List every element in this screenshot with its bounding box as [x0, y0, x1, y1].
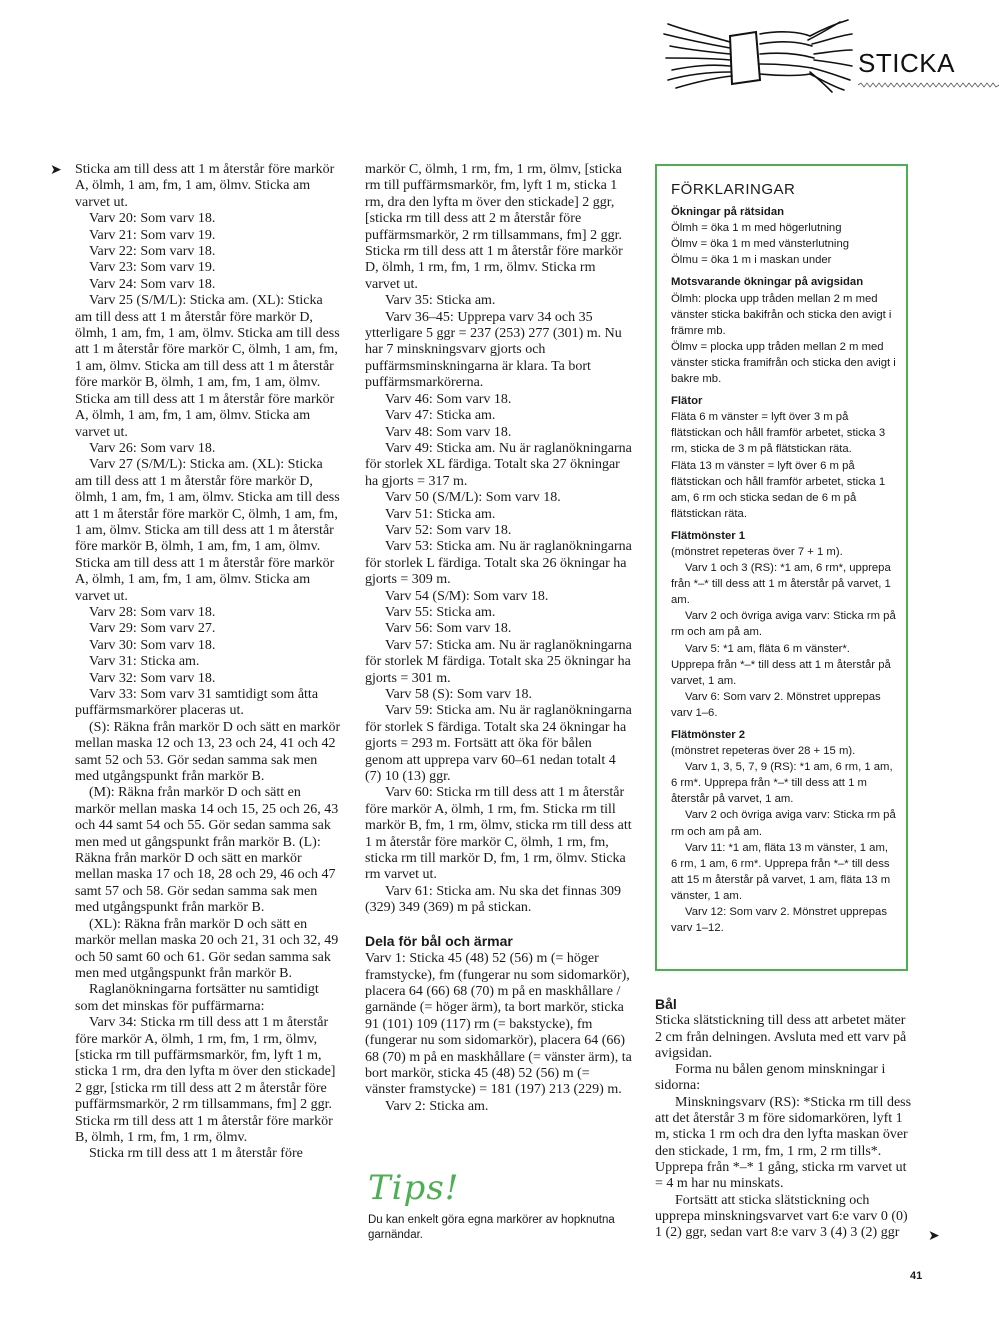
instruction-paragraph: Varv 52: Som varv 18. — [385, 522, 512, 538]
left-column — [75, 162, 343, 1163]
explanation-line: (mönstret repeteras över 28 + 15 m). — [671, 745, 856, 758]
instruction-paragraph: Varv 1: Sticka 45 (48) 52 (56) m (= höger framstycke), fm (fungerar nu som sidomarkör), placera 64 (66) 68 (70) m på en maskhållare / garnände (= höger ärm), ta bort markör, sticka 91 (101) 109 (117) rm (= bakstycke), fm (fungerar nu som sidomarkör), placera 64 (66) 68 (70) m på en maskhållare (= vänster ärm), ta bort markör, sticka 45 (48) 52 (56) m (= vänster framstycke) = 181 (197) 213 (229) m. — [365, 951, 632, 1098]
instruction-paragraph: Varv 34: Sticka rm till dess att 1 m återstår före markör A, ölmh, 1 rm, fm, 1 rm, ölmv, [sticka rm till puffärmsmarkör, fm, lyft 1 m, sticka 1 rm, dra den lyfta m över den stickade] 2 ggr, [sticka rm till dess att 2 m återstår före puffärmsmarkör, 2 rm tillsammans, fm] 2 ggr. Sticka rm till dess att 1 m återstår före markör B, ölmh, 1 rm, fm, 1 rm, ölmv. — [75, 1015, 336, 1145]
yarn-skein-icon — [660, 14, 855, 94]
explanation-heading: Flätmönster 2 — [671, 729, 746, 741]
instruction-paragraph: Varv 27 (S/M/L): Sticka am. (XL): Sticka am till dess att 1 m återstår före markör D, ölmh, 1 am, fm, 1 am, ölmv. Sticka am till dess att 1 m återstår före markör C, ölmh, 1 am, fm, 1 am, ölmv. Sticka am till dess att 1 m återstår före markör B, ölmh, 1 am, fm, 1 am, ölmv. Sticka am till dess att 1 m återstår före markör A, ölmh, 1 am, fm, 1 am, ölmv. Sticka am varvet ut. — [75, 457, 340, 604]
instruction-paragraph: Varv 29: Som varv 27. — [89, 621, 216, 637]
instruction-paragraph: Sticka am till dess att 1 m återstår före markör A, ölmh, 1 am, fm, 1 am, ölmv. Sticka am varvet ut. — [75, 162, 335, 210]
explanation-line: Ölmh: plocka upp tråden mellan 2 m med vänster sticka bakifrån och sticka den avigt i främre mb. — [671, 292, 892, 337]
zigzag-divider — [858, 82, 999, 88]
explanations-body — [671, 204, 896, 936]
instruction-paragraph: Varv 59: Sticka am. Nu är raglanökningarna för storlek S färdiga. Totalt ska 24 ökningar ha gjorts = 293 m. Fortsätt att öka för bålen genom att upprepa varv 60–61 nedan totalt 4 (7) 10 (13) ggr. — [365, 703, 632, 785]
explanation-line: Fläta 6 m vänster = lyft över 3 m på flätstickan och håll framför arbetet, sticka 3 rm, sticka de 3 m på flätstickan räta. — [671, 411, 886, 456]
explanation-line: Ölmv = öka 1 m med vänsterlutning — [671, 238, 850, 251]
instruction-paragraph: Varv 20: Som varv 18. — [89, 211, 216, 227]
explanation-line: Ölmu = öka 1 m i maskan under — [671, 254, 832, 267]
explanation-line: Varv 5: *1 am, fläta 6 m vänster*. Upprepa från *–* till dess att 1 m återstår på varvet, 1 am. — [671, 642, 891, 687]
continue-arrow-icon: ➤ — [50, 162, 62, 178]
instruction-paragraph: Varv 30: Som varv 18. — [89, 637, 216, 653]
instruction-paragraph: Varv 54 (S/M): Som varv 18. — [385, 588, 549, 604]
instruction-paragraph: Varv 53: Sticka am. Nu är raglanökningarna för storlek L färdiga. Totalt ska 26 ökningar ha gjorts = 309 m. — [365, 539, 632, 588]
instruction-paragraph: Varv 31: Sticka am. — [89, 654, 200, 670]
instruction-paragraph: Varv 55: Sticka am. — [385, 604, 496, 620]
instruction-paragraph: Varv 33: Som varv 31 samtidigt som åtta puffärmsmarkörer placeras ut. — [75, 687, 319, 719]
body-section — [655, 996, 913, 1241]
instruction-paragraph: Varv 28: Som varv 18. — [89, 604, 216, 620]
instruction-paragraph: Sticka rm till dess att 1 m återstår före — [89, 1146, 303, 1162]
tips-text: Du kan enkelt göra egna markörer av hopknutna garnändar. — [368, 1214, 615, 1241]
split-section-body — [365, 951, 633, 1115]
explanation-line: (mönstret repeteras över 7 + 1 m). — [671, 545, 843, 558]
explanation-line: Varv 2 och övriga aviga varv: Sticka rm på rm och am på am. — [671, 809, 896, 838]
instruction-paragraph: Varv 48: Som varv 18. — [385, 424, 512, 440]
instruction-paragraph: Sticka slätstickning till dess att arbetet mäter 2 cm från delningen. Avsluta med ett varv på avigsidan. — [655, 1013, 907, 1061]
explanation-line: Varv 11: *1 am, fläta 13 m vänster, 1 am, 6 rm, 1 am, 6 rm*. Upprepa från *–* till dess att 15 m återstår på varvet, 1 am, fläta 13 m vänster, 1 am. — [671, 841, 891, 902]
instruction-paragraph: Varv 36–45: Upprepa varv 34 och 35 ytterligare 5 ggr = 237 (253) 277 (301) m. Nu har 7 minskningsvarv gjorts och puffärmsminskningarna är klara. Ta bort puffärmsmarkörerna. — [365, 309, 622, 391]
instruction-paragraph: (M): Räkna från markör D och sätt en markör mellan maska 14 och 15, 25 och 26, 43 och 44 samt 54 och 55. Gör sedan samma sak men med ut gångspunkt från markör B. (L): Räkna från markör D och sätt en markör mellan maska 17 och 18, 28 och 29, 46 och 47 samt 57 och 58. Gör sedan samma sak men med utgångspunkt från markör B. — [75, 785, 339, 916]
section-title: STICKA — [858, 48, 955, 78]
explanations-box — [655, 164, 908, 971]
explanation-line: Fläta 13 m vänster = lyft över 6 m på flätstickan och håll framför arbetet, sticka 1 am, 6 rm och sticka sedan de 6 m på flätstickan räta. — [671, 459, 886, 520]
instruction-paragraph: Minskningsvarv (RS): *Sticka rm till dess att det återstår 3 m före sidomarkören, lyft 1 m, sticka 1 rm och dra den lyfta maskan över den stickade, 1 rm, fm, 1 rm, 2 rm tills*. Upprepa från *–* 1 gång, sticka rm varvet ut = 4 m har nu minskats. — [655, 1094, 912, 1192]
instruction-paragraph: Varv 32: Som varv 18. — [89, 670, 216, 686]
explanation-heading: Motsvarande ökningar på avigsidan — [671, 276, 864, 289]
instruction-paragraph: Varv 26: Som varv 18. — [89, 440, 216, 456]
middle-column — [365, 162, 633, 1115]
instruction-paragraph: Varv 57: Sticka am. Nu är raglanökningarna för storlek M färdiga. Totalt ska 25 ökningar ha gjorts = 301 m. — [365, 637, 632, 686]
instruction-paragraph: (S): Räkna från markör D och sätt en markör mellan maska 12 och 13, 23 och 24, 41 och 42 samt 52 och 53. Gör sedan samma sak men med utgångspunkt från markör B. — [75, 719, 341, 785]
instruction-paragraph: Varv 22: Som varv 18. — [89, 244, 216, 260]
instruction-paragraph: markör C, ölmh, 1 rm, fm, 1 rm, ölmv, [sticka rm till puffärmsmarkör, fm, lyft 1 m, sticka 1 rm, dra den lyfta m över den stickade] 2 ggr, [sticka rm till dess att 2 m återstår före puffärmsmarkör, 2 rm tillsammans, fm] 2 ggr. Sticka rm till dess att 1 m återstår före markör D, ölmh, 1 rm, fm, 1 rm, ölmv. Sticka rm varvet ut. — [365, 162, 623, 292]
instruction-paragraph: Varv 23: Som varv 19. — [89, 260, 216, 276]
instruction-paragraph: Varv 25 (S/M/L): Sticka am. (XL): Sticka am till dess att 1 m återstår före markör D, ölmh, 1 am, fm, 1 am, ölmv. Sticka am till dess att 1 m återstår före markör C, ölmh, 1 am, fm, 1 am, ölmv. Sticka am till dess att 1 m återstår före markör B, ölmh, 1 am, fm, 1 am, ölmv. Sticka am till dess att 1 m återstår före markör A, ölmh, 1 am, fm, 1 am, ölmv. Sticka am varvet ut. — [75, 293, 340, 440]
explanation-heading: Flätor — [671, 395, 703, 408]
middle-column-instructions — [365, 162, 633, 917]
explanation-line: Ölmh = öka 1 m med högerlutning — [671, 222, 842, 235]
instruction-paragraph: Varv 24: Som varv 18. — [89, 276, 216, 292]
split-section-title: Dela för bål och ärmar — [365, 932, 513, 949]
instruction-paragraph: Fortsätt att sticka slätstickning och upprepa minskningsvarvet vart 6:e varv 0 (0) 1 (2) ggr, sedan vart 8:e varv 3 (4) 3 (2) ggr — [655, 1192, 908, 1241]
instruction-paragraph: Varv 58 (S): Som varv 18. — [385, 687, 532, 702]
explanation-line: Varv 12: Som varv 2. Mönstret upprepas varv 1–12. — [671, 906, 887, 935]
page-number: 41 — [910, 1270, 923, 1282]
instruction-paragraph: Varv 56: Som varv 18. — [385, 621, 512, 637]
instruction-paragraph: Varv 46: Som varv 18. — [385, 391, 512, 407]
tips-heading: Tips! — [368, 1168, 460, 1208]
explanation-line: Ölmv = plocka upp tråden mellan 2 m med vänster sticka framifrån och sticka den avigt i bakre mb. — [671, 340, 896, 386]
explanation-line: Varv 1 och 3 (RS): *1 am, 6 rm*, upprepa från *–* till dess att 1 m återstår på varvet, 1 am. — [671, 562, 891, 607]
instruction-paragraph: Varv 51: Sticka am. — [385, 506, 496, 522]
instruction-paragraph: Varv 60: Sticka rm till dess att 1 m återstår före markör A, ölmh, 1 rm, fm. Sticka rm till markör B, fm, 1 rm, ölmv, sticka rm till dess att 1 m återstår före markör C, ölmh, 1 rm, fm, sticka rm till markör D, fm, 1 rm, ölmv. Sticka rm varvet ut. — [365, 785, 632, 883]
instruction-paragraph: Varv 50 (S/M/L): Som varv 18. — [385, 490, 561, 506]
explanation-heading: Flätmönster 1 — [671, 529, 746, 542]
instruction-paragraph: (XL): Räkna från markör D och sätt en markör mellan maska 20 och 21, 31 och 32, 49 och 50 samt 60 och 61. Gör sedan samma sak men med utgångspunkt från markör B. — [75, 916, 339, 981]
instruction-paragraph: Varv 35: Sticka am. — [385, 293, 496, 309]
instruction-paragraph: Varv 61: Sticka am. Nu ska det finnas 309 (329) 349 (369) m på stickan. — [365, 883, 622, 916]
instruction-paragraph: Varv 49: Sticka am. Nu är raglanökningarna för storlek XL färdiga. Totalt ska 27 ökningar ha gjorts = 317 m. — [365, 440, 632, 489]
instruction-paragraph: Raglanökningarna fortsätter nu samtidigt som det minskas för puffärmarna: — [75, 982, 319, 1014]
instruction-paragraph: Varv 2: Sticka am. — [385, 1098, 489, 1114]
instruction-paragraph: Varv 21: Som varv 19. — [89, 227, 216, 243]
body-section-title: Bål — [655, 996, 677, 1012]
explanation-line: Varv 2 och övriga aviga varv: Sticka rm på rm och am på am. — [671, 610, 896, 639]
explanations-title: FÖRKLARINGAR — [671, 181, 796, 198]
explanation-line: Varv 6: Som varv 2. Mönstret upprepas varv 1–6. — [671, 690, 881, 719]
continue-arrow-icon: ➤ — [928, 1228, 940, 1244]
instruction-paragraph: Forma nu bålen genom minskningar i sidorna: — [655, 1062, 886, 1094]
explanation-line: Varv 1, 3, 5, 7, 9 (RS): *1 am, 6 rm, 1 am, 6 rm*. Upprepa från *–* till dess att 1 m återstår på varvet, 1 am. — [671, 761, 893, 806]
explanation-heading: Ökningar på rätsidan — [671, 206, 784, 219]
body-section-text — [655, 1013, 913, 1241]
instruction-paragraph: Varv 47: Sticka am. — [385, 408, 496, 424]
